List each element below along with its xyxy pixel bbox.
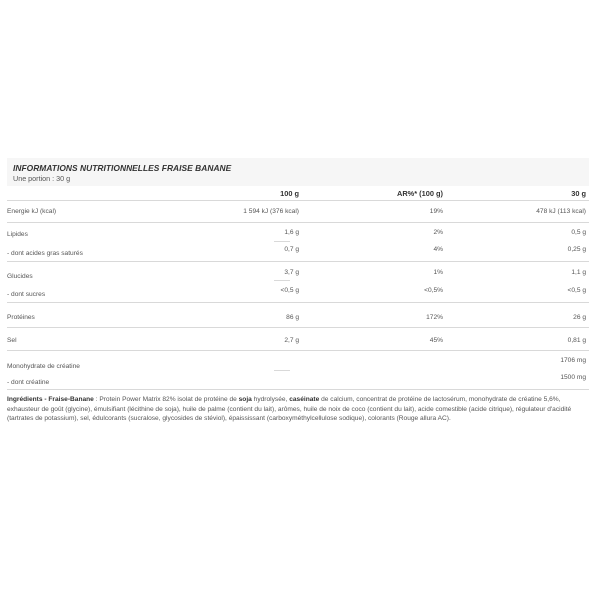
row-value-100g: 2,7 g <box>284 337 299 344</box>
row-label-energy: Energie kJ (kcal) <box>7 208 57 215</box>
row-divider <box>7 389 589 390</box>
row-value-100g: <0,5 g <box>280 287 299 294</box>
column-header-portion: 30 g <box>571 189 586 198</box>
row-value-ar: <0,5% <box>424 287 443 294</box>
column-header-ar: AR%* (100 g) <box>397 189 443 198</box>
row-value-portion: 1500 mg <box>560 374 586 381</box>
row-divider <box>274 370 290 371</box>
row-divider <box>7 222 589 223</box>
row-value-100g: 86 g <box>286 314 299 321</box>
row-divider <box>7 350 589 351</box>
row-label-sugars: - dont sucres <box>7 291 46 298</box>
nutrition-title: INFORMATIONS NUTRITIONNELLES FRAISE BANANE <box>13 163 232 173</box>
ingredients-text <box>7 395 587 424</box>
row-divider <box>7 302 589 303</box>
row-value-portion: 0,81 g <box>567 337 586 344</box>
row-divider <box>274 280 290 281</box>
ingredients-heading: Ingrédients - Fraise-Banane <box>7 396 94 403</box>
row-value-portion: 1706 mg <box>560 357 586 364</box>
allergen-soja: soja <box>238 396 252 403</box>
row-value-portion: 1,1 g <box>571 269 586 276</box>
row-divider <box>274 241 290 242</box>
row-value-portion: 0,5 g <box>571 229 586 236</box>
row-value-portion: 0,25 g <box>567 246 586 253</box>
row-value-ar: 45% <box>429 337 443 344</box>
row-label-lipides: Lipides <box>7 231 28 238</box>
row-value-100g: 3,7 g <box>284 269 299 276</box>
allergen-caseinate: caséinate <box>289 396 320 403</box>
ingredients-part: hydrolysée, <box>251 396 290 403</box>
row-value-portion: 26 g <box>573 314 586 321</box>
row-value-100g: 1 594 kJ (376 kcal) <box>243 208 299 215</box>
row-value-ar: 4% <box>433 246 443 253</box>
row-value-ar: 2% <box>433 229 443 236</box>
row-label-sel: Sel <box>7 337 17 344</box>
row-label-saturated-fat: - dont acides gras saturés <box>7 250 83 257</box>
row-label-creatine-monohydrate: Monohydrate de créatine <box>7 363 80 370</box>
header-divider <box>7 200 589 201</box>
row-value-portion: <0,5 g <box>567 287 586 294</box>
row-label-glucides: Glucides <box>7 273 33 280</box>
row-value-ar: 1% <box>433 269 443 276</box>
column-header-100g: 100 g <box>280 189 299 198</box>
portion-size: Une portion : 30 g <box>13 174 71 183</box>
row-label-creatine: - dont créatine <box>7 379 50 386</box>
row-value-portion: 478 kJ (113 kcal) <box>536 208 586 215</box>
ingredients-part: de calcium, concentrat de protéine de lactosérum, monohydrate de créatine 5,6%, exhausteur de goût (glycine), émulsifiant (lécithine de soja), huile de palme (contient du lait), arômes, huile de noix de coco (contient du lait), acide comestible (acide citrique), régulateur d'acidité (tartrates de potassium), sel, édulcorants (sucralose, glycosides de stéviol), épaississant (carboxyméthylcellulose sodique), colorants (Rouge allura AC). <box>7 396 572 423</box>
row-divider <box>7 327 589 328</box>
row-divider <box>7 261 589 262</box>
row-value-100g: 0,7 g <box>284 246 299 253</box>
row-value-100g: 1,6 g <box>284 229 299 236</box>
ingredients-part: : Protein Power Matrix 82% isolat de protéine de <box>93 396 239 403</box>
row-value-ar: 172% <box>426 314 443 321</box>
row-label-proteines: Protéines <box>7 314 35 321</box>
row-value-ar: 19% <box>429 208 443 215</box>
